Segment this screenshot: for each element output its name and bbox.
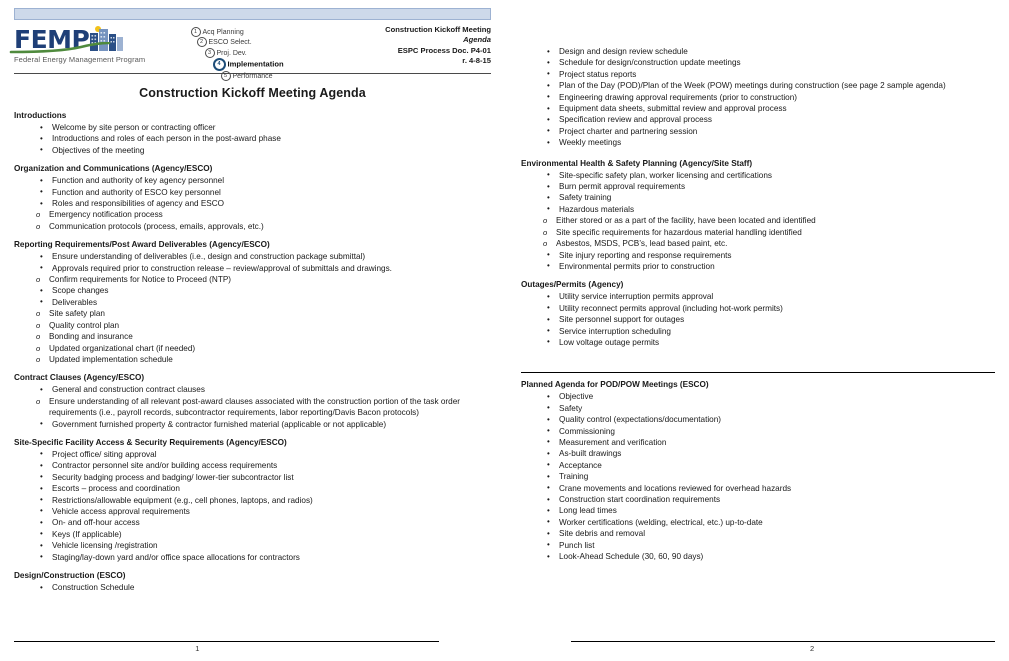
bullet-list [521, 391, 995, 562]
list-item: • Project office/ siting approval [40, 449, 491, 460]
bullet-list [521, 170, 995, 216]
list-item: • Introductions and roles of each person in the post-award phase [40, 133, 491, 144]
list-item: • Engineering drawing approval requirements (prior to construction) [547, 92, 995, 103]
list-item: • Quality control (expectations/documentation) [547, 414, 995, 425]
sub-bullet-list [14, 274, 491, 285]
sub-list-item: o Confirm requirements for Notice to Proceed (NTP) [36, 274, 491, 285]
section-planned-agenda [521, 379, 995, 562]
page-footer [14, 641, 491, 653]
sub-bullet-list [14, 308, 491, 365]
step-number-1: 1 [191, 27, 201, 37]
espc-process-steps [183, 23, 323, 82]
footer-divider [14, 641, 439, 642]
page-title: Construction Kickoff Meeting Agenda [139, 86, 366, 100]
sub-list-item: o Updated implementation schedule [36, 354, 491, 365]
list-item: • Vehicle access approval requirements [40, 506, 491, 517]
list-item: • As-built drawings [547, 448, 995, 459]
list-item: • Project charter and partnering session [547, 126, 995, 137]
list-item: • Project status reports [547, 69, 995, 80]
sub-list-item: o Bonding and insurance [36, 331, 491, 342]
list-item: • Design and design review schedule [547, 46, 995, 57]
process-step-5 [183, 71, 323, 81]
step-number-5: 5 [221, 71, 231, 81]
step-number-4: 4 [213, 58, 226, 71]
list-item: • Roles and responsibilities of agency and ESCO [40, 198, 491, 209]
section-environmental-health-safety [521, 158, 995, 273]
footer-divider [571, 641, 995, 642]
list-item: • Objectives of the meeting [40, 145, 491, 156]
section-heading: Design/Construction (ESCO) [14, 571, 126, 580]
bullet-list-continued [521, 46, 995, 149]
sub-list-item: o Communication protocols (process, emails, approvals, etc.) [36, 221, 491, 232]
section-design-construction [14, 570, 491, 593]
bullet-list [14, 419, 491, 430]
list-item: • Crane movements and locations reviewed for overhead hazards [547, 483, 995, 494]
planned-agenda-divider [521, 372, 995, 373]
list-item: • Low voltage outage permits [547, 337, 995, 348]
page-2-sections [521, 8, 995, 562]
document-meta [341, 23, 491, 67]
list-item: • Government furnished property & contractor furnished material (applicable or not applicable) [40, 419, 491, 430]
sub-list-item: o Site safety plan [36, 308, 491, 319]
step-label-5: Performance [232, 73, 273, 81]
logo-tagline: Federal Energy Management Program [14, 55, 146, 64]
bullet-list [521, 250, 995, 273]
section-contract-clauses [14, 372, 491, 430]
page-number: 2 [809, 644, 815, 653]
list-item: • Restrictions/allowable equipment (e.g., cell phones, laptops, and radios) [40, 495, 491, 506]
step-label-2: ESCO Select. [208, 39, 252, 47]
list-item: • Long lead times [547, 505, 995, 516]
list-item: • Punch list [547, 540, 995, 551]
step-number-3: 3 [205, 48, 215, 58]
list-item: • General and construction contract clauses [40, 384, 491, 395]
list-item: • Site personnel support for outages [547, 314, 995, 325]
step-label-3: Proj. Dev. [216, 49, 247, 57]
doc-meta-line-2: Agenda [463, 35, 491, 45]
logo-wordmark: FEMP [14, 25, 90, 54]
bullet-list [14, 582, 491, 593]
section-heading: Reporting Requirements/Post Award Deliverables (Agency/ESCO) [14, 240, 270, 250]
section-heading: Organization and Communications (Agency/ESCO) [14, 164, 213, 174]
list-item: • Site debris and removal [547, 528, 995, 539]
list-item: • Contractor personnel site and/or building access requirements [40, 460, 491, 471]
page-header [14, 23, 491, 81]
list-item: • Ensure understanding of deliverables (i.e., design and construction package submittal) [40, 251, 491, 262]
sub-bullet-list [14, 396, 491, 419]
header-band [14, 8, 491, 20]
section-heading: Introductions [14, 111, 67, 120]
section-heading: Site-Specific Facility Access & Security Requirements (Agency/ESCO) [14, 437, 287, 447]
page-footer [519, 641, 995, 653]
process-step-3 [183, 48, 323, 58]
list-item: • Welcome by site person or contracting officer [40, 122, 491, 133]
swoosh-icon [9, 41, 159, 53]
step-number-2: 2 [197, 37, 207, 47]
list-item: • Function and authority of key agency personnel [40, 175, 491, 186]
list-item: • Training [547, 471, 995, 482]
list-item: • Weekly meetings [547, 137, 995, 148]
list-item: • Deliverables [40, 297, 491, 308]
section-reporting-requirements [14, 239, 491, 365]
sub-list-item: o Site specific requirements for hazardous material handling identified [543, 227, 995, 238]
bullet-list [14, 175, 491, 209]
list-item: • Utility reconnect permits approval (including hot-work permits) [547, 303, 995, 314]
list-item: • Keys (If applicable) [40, 529, 491, 540]
list-item: • On- and off-hour access [40, 517, 491, 528]
section-heading: Environmental Health & Safety Planning (Agency/Site Staff) [521, 158, 753, 168]
list-item: • Service interruption scheduling [547, 326, 995, 337]
step-label-4: Implementation [227, 59, 284, 69]
list-item: • Schedule for design/construction update meetings [547, 57, 995, 68]
sub-list-item: o Either stored or as a part of the facility, have been located and identified [543, 215, 995, 226]
bullet-list [521, 291, 995, 348]
list-item: • Escorts – process and coordination [40, 483, 491, 494]
page-number: 1 [195, 644, 200, 653]
list-item: • Construction start coordination requirements [547, 494, 995, 505]
step-label-1: Acq Planning [202, 28, 244, 36]
page-1-sections [14, 110, 491, 593]
process-step-2 [183, 37, 323, 47]
section-heading: Outages/Permits (Agency) [521, 280, 624, 290]
doc-meta-line-3: ESPC Process Doc. P4-01 [397, 45, 491, 55]
list-item: • Function and authority of ESCO key personnel [40, 187, 491, 198]
list-item: • Environmental permits prior to construction [547, 261, 995, 272]
list-item: • Worker certifications (welding, electrical, etc.) up-to-date [547, 517, 995, 528]
list-item: • Specification review and approval process [547, 114, 995, 125]
doc-meta-line-4: r. 4-8-15 [462, 56, 491, 66]
section-organization-communications [14, 163, 491, 232]
sub-bullet-list [14, 209, 491, 232]
list-item: • Hazardous materials [547, 204, 995, 215]
sub-list-item: o Updated organizational chart (if needed) [36, 343, 491, 354]
list-item: • Acceptance [547, 460, 995, 471]
list-item: • Safety training [547, 192, 995, 203]
list-item: • Utility service interruption permits approval [547, 291, 995, 302]
sub-list-item: o Quality control plan [36, 320, 491, 331]
section-introductions [14, 110, 491, 156]
process-step-4-active [183, 58, 323, 71]
section-heading: Contract Clauses (Agency/ESCO) [14, 373, 145, 383]
list-item: • Equipment data sheets, submittal review and approval process [547, 103, 995, 114]
list-item: • Objective [547, 391, 995, 402]
list-item: • Site-specific safety plan, worker licensing and certifications [547, 170, 995, 181]
section-heading: Planned Agenda for POD/POW Meetings (ESCO) [521, 380, 709, 390]
sub-list-item: o Asbestos, MSDS, PCB’s, lead based paint, etc. [543, 238, 995, 249]
section-site-specific-access [14, 437, 491, 563]
list-item: • Staging/lay-down yard and/or office space allocations for contractors [40, 552, 491, 563]
femp-logo [14, 23, 164, 64]
list-item: • Site injury reporting and response requirements [547, 250, 995, 261]
list-item: • Look-Ahead Schedule (30, 60, 90 days) [547, 551, 995, 562]
bullet-list [14, 122, 491, 156]
list-item: • Commissioning [547, 426, 995, 437]
bullet-list [14, 285, 491, 308]
list-item: • Vehicle licensing /registration [40, 540, 491, 551]
list-item: • Plan of the Day (POD)/Plan of the Week (POW) meetings during construction (see page 2 sample agenda) [547, 80, 995, 91]
bullet-list [14, 384, 491, 395]
list-item: • Security badging process and badging/ lower-tier subcontractor list [40, 472, 491, 483]
bullet-list [14, 449, 491, 563]
list-item: • Measurement and verification [547, 437, 995, 448]
list-item: • Burn permit approval requirements [547, 181, 995, 192]
process-step-1 [183, 27, 323, 37]
list-item: • Approvals required prior to construction release – review/approval of submittals and drawings. [40, 263, 491, 274]
sub-bullet-list [521, 215, 995, 249]
bullet-list [14, 251, 491, 274]
sub-list-item: o Emergency notification process [36, 209, 491, 220]
doc-meta-line-1: Construction Kickoff Meeting [385, 25, 491, 34]
list-item: • Scope changes [40, 285, 491, 296]
section-outages-permits [521, 279, 995, 348]
sub-list-item: o Ensure understanding of all relevant post-award clauses associated with the construction portion of the task order requirements (i.e., payroll records, subcontractor requirements, labor reporting/Davis Bacon protocols) [36, 396, 491, 419]
list-item: • Construction Schedule [40, 582, 491, 593]
document-page-2 [505, 0, 1009, 661]
list-item: • Safety [547, 403, 995, 414]
